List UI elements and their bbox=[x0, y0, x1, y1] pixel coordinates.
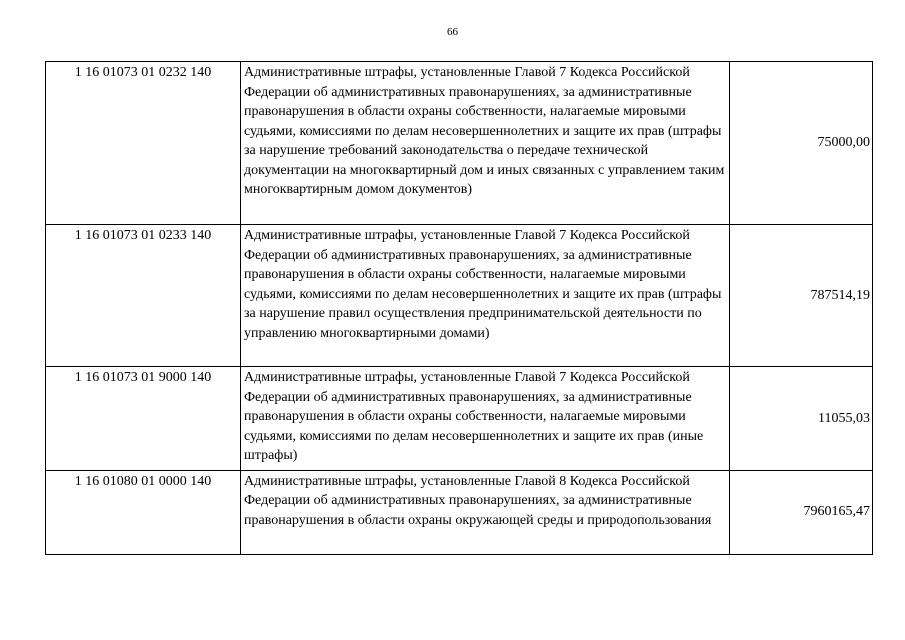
revenue-description: Административные штрафы, установленные Главой 7 Кодекса Российской Федерации об административных правонарушениях, за административные правонарушения в области охраны собственности, налагаемые мировыми судьями, комиссиями по делам несовершеннолетних и защите их прав (штрафы за нарушение требований законодательства о передаче технической документации на многоквартирный дом и иных связанных с управлением таким многоквартирным домом документов) bbox=[241, 62, 730, 225]
budget-classification-code: 1 16 01080 01 0000 140 bbox=[46, 470, 241, 554]
table-row bbox=[46, 470, 873, 554]
budget-revenue-table bbox=[45, 61, 873, 555]
revenue-description: Административные штрафы, установленные Главой 7 Кодекса Российской Федерации об административных правонарушениях, за административные правонарушения в области охраны собственности, налагаемые мировыми судьями, комиссиями по делам несовершеннолетних и защите их прав (иные штрафы) bbox=[241, 367, 730, 471]
table-row bbox=[46, 367, 873, 471]
budget-classification-code: 1 16 01073 01 9000 140 bbox=[46, 367, 241, 471]
table-row bbox=[46, 225, 873, 367]
revenue-description: Административные штрафы, установленные Главой 8 Кодекса Российской Федерации об административных правонарушениях, за административные правонарушения в области охраны окружающей среды и природопользования bbox=[241, 470, 730, 554]
revenue-amount: 11055,03 bbox=[730, 367, 873, 471]
revenue-amount: 7960165,47 bbox=[730, 470, 873, 554]
page-number: 66 bbox=[447, 26, 458, 38]
revenue-amount: 787514,19 bbox=[730, 225, 873, 367]
revenue-amount: 75000,00 bbox=[730, 62, 873, 225]
table-row bbox=[46, 62, 873, 225]
budget-classification-code: 1 16 01073 01 0232 140 bbox=[46, 62, 241, 225]
budget-classification-code: 1 16 01073 01 0233 140 bbox=[46, 225, 241, 367]
revenue-description: Административные штрафы, установленные Главой 7 Кодекса Российской Федерации об административных правонарушениях, за административные правонарушения в области охраны собственности, налагаемые мировыми судьями, комиссиями по делам несовершеннолетних и защите их прав (штрафы за нарушение правил осуществления предпринимательской деятельности по управлению многоквартирными домами) bbox=[241, 225, 730, 367]
